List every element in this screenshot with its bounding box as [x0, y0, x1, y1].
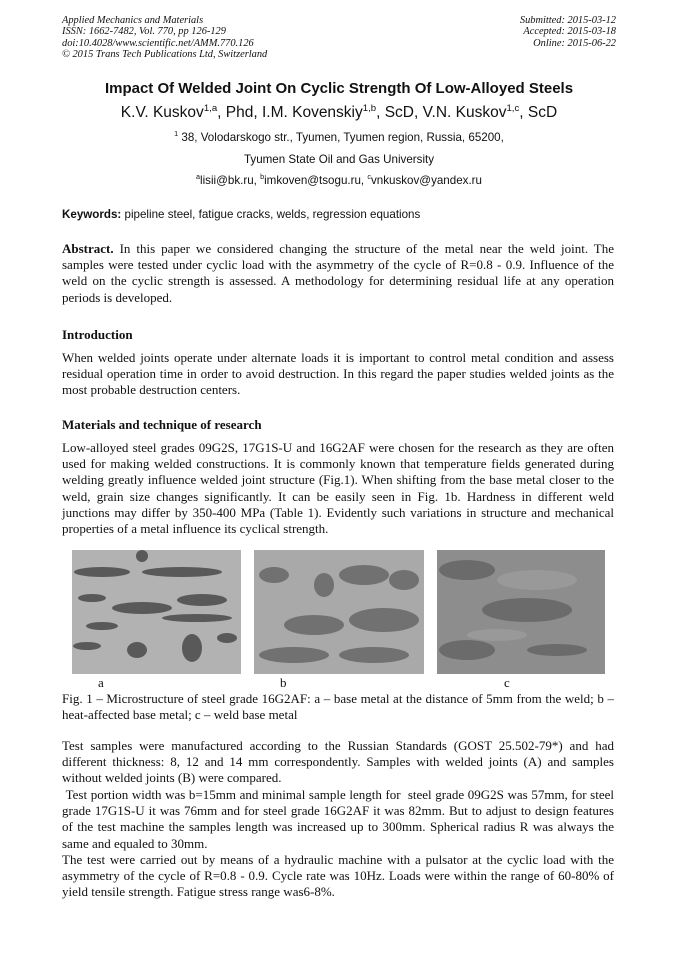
keywords [62, 208, 420, 221]
section-heading-introduction: Introduction [62, 327, 133, 342]
figure-label-c: c [504, 675, 510, 690]
author-emails [0, 174, 678, 187]
figure-caption: Fig. 1 – Microstructure of steel grade 16G2AF: a – base metal at the distance of 5mm from the weld; b – heat-affected base metal; c – weld base metal [62, 691, 614, 723]
submission-dates [520, 15, 616, 49]
address-text: 38, Volodarskogo str., Tyumen, Tyumen region, Russia, 65200, [178, 131, 504, 144]
introduction-text: When welded joints operate under alternate loads it is important to control metal condition and assess residual operation time in order to avoid destruction. In this regard the paper studies welded joints as the most probable destruction centers. [62, 350, 614, 398]
author-name: I.M. Kovenskiy [261, 104, 363, 121]
issn-line: ISSN: 1662-7482, Vol. 770, pp 126-129 [62, 26, 226, 38]
figure-label-a: a [98, 675, 104, 690]
keywords-text: pipeline steel, fatigue cracks, welds, regression equations [121, 208, 421, 221]
paper-title: Impact Of Welded Joint On Cyclic Strength Of Low-Alloyed Steels [104, 80, 574, 97]
accepted-date: Accepted: 2015-03-18 [523, 26, 616, 38]
email-link[interactable]: lisii@bk.ru, [200, 174, 261, 187]
author-list [0, 104, 678, 122]
micrograph-a [72, 550, 241, 674]
materials-text: Low-alloyed steel grades 09G2S, 17G1S-U and 16G2AF were chosen for the research as they are often used for making welded constructions. It is commonly known that temperature fields generated during welding greatly influence welded joint structure (Fig.1). When shifting from the base metal closer to the weld, grain size changes significantly. It can be easily seen in Fig. 1b. Hardness in different weld junctions may differ by 350-400 MPa (Table 1). Evidently such variations in structure and mechanical properties of a metal influence its cyclical strength. [62, 440, 614, 537]
abstract-label: Abstract. [62, 241, 114, 256]
micrograph-c [437, 550, 605, 674]
email-sup: a [196, 172, 200, 182]
body-paragraph: Test portion width was b=15mm and minimal sample length for steel grade 09G2S was 57mm, for steel grade 17G1S-U it was 76mm and for steel grade 16G2AF it was 82mm. But to adjust to design features of the test machine the samples length was increased up to 300mm. Spherical radius R was always the same and equaled to 30mm. [62, 787, 618, 851]
body-paragraph: Test samples were manufactured according to the Russian Standards (GOST 25.502-79*) and had different thickness: 8, 12 and 14 mm correspondently. Samples with welded joints (A) and samples without welded joints (B) were compared. [62, 738, 614, 786]
affiliation-institution: Tyumen State Oil and Gas University [243, 153, 435, 166]
body-paragraph: The test were carried out by means of a hydraulic machine with a pulsator at the cyclic load with the asymmetry of the cycle of R=0.8 - 0.9. Cycle rate was 10Hz. Loads were within the range of 60-80% of yield tensile strength. Fatigue stress range was6-8%. [62, 852, 614, 900]
affiliation-address [0, 131, 678, 144]
journal-name: Applied Mechanics and Materials [62, 15, 204, 26]
email-link[interactable]: imkoven@tsogu.ru, [264, 174, 368, 187]
abstract [62, 241, 614, 306]
affiliation-sup: 1 [174, 129, 179, 139]
doi-line: doi:10.4028/www.scientific.net/AMM.770.126 [62, 37, 254, 49]
author-affil-sup: 1,c [506, 102, 520, 114]
author-affil-sup: 1,a [203, 102, 218, 114]
author-degree: , Phd, [217, 104, 262, 121]
email-link[interactable]: vnkuskov@yandex.ru [370, 174, 482, 187]
submitted-date: Submitted: 2015-03-12 [519, 15, 616, 26]
figure-label-b: b [280, 675, 287, 690]
micrograph-b [254, 550, 424, 674]
author-name: K.V. Kuskov [120, 104, 204, 121]
email-sup: b [260, 172, 265, 182]
journal-info [62, 15, 267, 61]
author-name: V.N. Kuskov [422, 104, 507, 121]
author-degree: , ScD [519, 104, 558, 121]
section-heading-materials: Materials and technique of research [62, 417, 262, 432]
email-sup: c [367, 172, 371, 182]
copyright-line: © 2015 Trans Tech Publications Ltd, Switzerland [62, 49, 268, 61]
abstract-text: In this paper we considered changing the structure of the metal near the weld joint. The samples were tested under cyclic load with the asymmetry of the cycle of R=0.8 - 0.9. Influence of the weld on the cyclic strength is assessed. A methodology for determining residual life at any operation periods is developed. [62, 241, 614, 305]
online-date: Online: 2015-06-22 [533, 37, 616, 49]
author-degree: , ScD, [376, 104, 423, 121]
author-affil-sup: 1,b [362, 102, 377, 114]
keywords-label: Keywords: [62, 208, 122, 221]
